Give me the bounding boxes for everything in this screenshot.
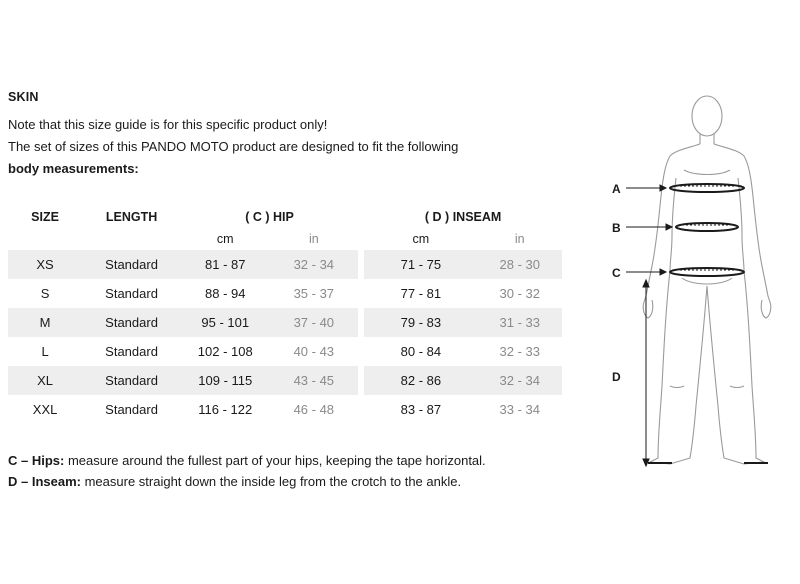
cell-hip-cm: 81 - 87 — [181, 250, 270, 279]
cell-length: Standard — [105, 344, 158, 359]
cell-size: XXL — [32, 402, 58, 417]
cell-hip-in: 40 - 43 — [293, 344, 335, 359]
cell-inseam-in: 30 - 32 — [499, 286, 540, 301]
table-row — [8, 308, 562, 337]
cell-size: S — [40, 286, 50, 301]
cell-length: Standard — [82, 250, 181, 279]
cell-length: Standard — [105, 402, 158, 417]
unit-inseam-cm: cm — [412, 232, 430, 246]
note-inseam-label: D – Inseam: — [8, 474, 81, 489]
label-c: C — [612, 266, 621, 280]
body-silhouette — [600, 86, 790, 476]
header-hip: ( C ) HIP — [245, 210, 294, 224]
table-units-row — [8, 228, 562, 250]
table-row — [8, 337, 562, 366]
table-row — [8, 250, 562, 279]
cell-inseam-cm: 77 - 81 — [400, 286, 442, 301]
page-title: SKIN — [8, 90, 39, 104]
cell-inseam-in: 32 - 34 — [478, 366, 562, 395]
header-length: LENGTH — [105, 210, 158, 224]
measurement-notes — [8, 450, 486, 492]
cell-inseam-in: 32 - 33 — [499, 344, 540, 359]
note-inseam — [8, 471, 486, 492]
cell-inseam-cm: 79 - 83 — [364, 308, 477, 337]
cell-inseam-in: 28 - 30 — [478, 250, 562, 279]
cell-length: Standard — [105, 286, 158, 301]
intro-text — [8, 114, 568, 180]
note-hips-label: C – Hips: — [8, 453, 65, 468]
cell-hip-cm: 88 - 94 — [205, 286, 246, 301]
intro-line-2: The set of sizes of this PANDO MOTO product are designed to fit the following — [8, 139, 459, 154]
cell-length: Standard — [82, 308, 181, 337]
cell-hip-in: 43 - 45 — [270, 366, 359, 395]
cell-inseam-cm: 83 - 87 — [400, 402, 442, 417]
cell-hip-in: 32 - 34 — [270, 250, 359, 279]
note-inseam-text: measure straight down the inside leg from the crotch to the ankle. — [80, 474, 462, 489]
body-measurement-figure — [600, 86, 790, 476]
unit-hip-in: in — [308, 232, 319, 246]
unit-inseam-in: in — [514, 232, 525, 246]
label-d: D — [612, 370, 621, 384]
table-header-row — [8, 206, 562, 228]
header-inseam: ( D ) INSEAM — [424, 210, 502, 224]
cell-inseam-in: 33 - 34 — [499, 402, 540, 417]
cell-inseam-in: 31 - 33 — [478, 308, 562, 337]
table-row — [8, 366, 562, 395]
intro-line-3: body measurements: — [8, 161, 139, 176]
cell-inseam-cm: 71 - 75 — [364, 250, 477, 279]
unit-hip-cm: cm — [216, 232, 234, 246]
note-hips — [8, 450, 486, 471]
label-b: B — [612, 221, 621, 235]
cell-hip-cm: 95 - 101 — [181, 308, 270, 337]
header-size: SIZE — [31, 210, 59, 224]
cell-hip-in: 37 - 40 — [270, 308, 359, 337]
cell-inseam-cm: 80 - 84 — [400, 344, 442, 359]
table-row — [8, 279, 562, 308]
cell-hip-cm: 109 - 115 — [181, 366, 270, 395]
cell-inseam-cm: 82 - 86 — [364, 366, 477, 395]
cell-size: M — [8, 308, 82, 337]
cell-size: L — [41, 344, 49, 359]
cell-hip-cm: 116 - 122 — [198, 402, 253, 417]
cell-length: Standard — [82, 366, 181, 395]
cell-size: XL — [8, 366, 82, 395]
size-table — [8, 206, 562, 424]
table-row — [8, 395, 562, 424]
cell-hip-in: 35 - 37 — [293, 286, 335, 301]
intro-line-1: Note that this size guide is for this specific product only! — [8, 117, 328, 132]
cell-size: XS — [8, 250, 82, 279]
cell-hip-in: 46 - 48 — [293, 402, 335, 417]
label-a: A — [612, 182, 621, 196]
note-hips-text: measure around the fullest part of your hips, keeping the tape horizontal. — [64, 453, 486, 468]
cell-hip-cm: 102 - 108 — [197, 344, 253, 359]
